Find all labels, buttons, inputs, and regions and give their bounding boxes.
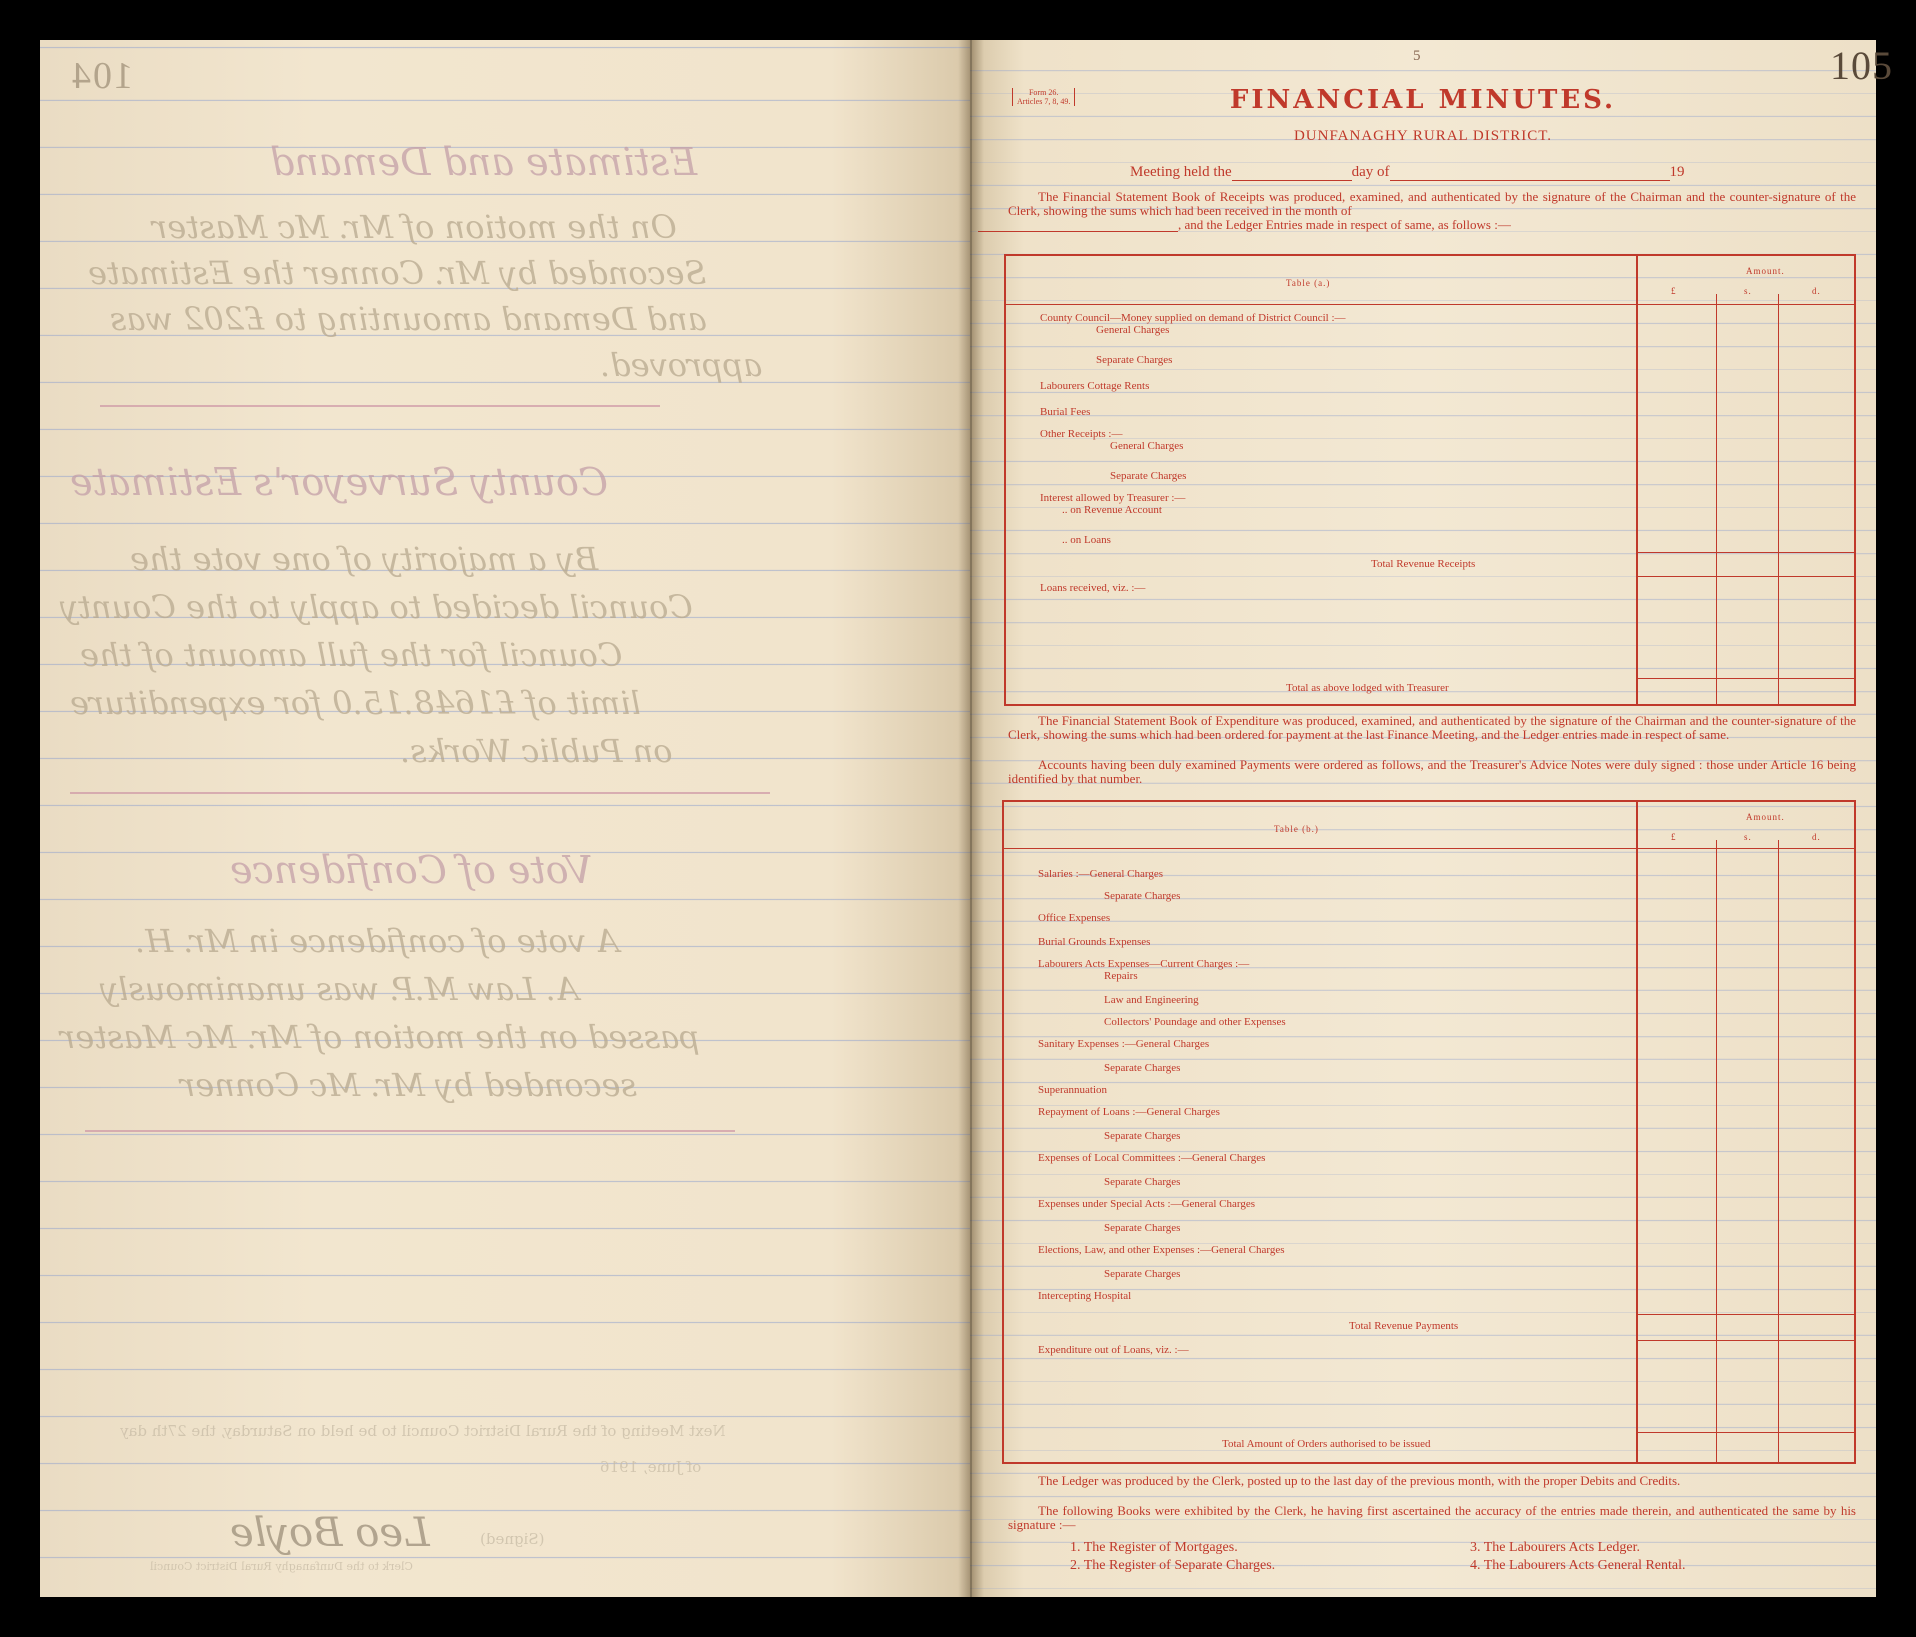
books-paragraph: The following Books were exhibited by the Clerk, he having first ascertained the accuracy of the entries made therein, and authenticated the same by his signature :— bbox=[1008, 1503, 1856, 1532]
clerk-title: Clerk to the Dunfanaghy Rural District Council bbox=[150, 1560, 413, 1573]
row-total-revenue-receipts: Total Revenue Receipts bbox=[1371, 558, 1476, 570]
row-elections: Elections, Law, and other Expenses :—General Charges bbox=[1038, 1244, 1285, 1256]
row-labourers-rents: Labourers Cottage Rents bbox=[1040, 380, 1150, 392]
para2-line2: Council decided to apply to the County bbox=[60, 588, 693, 626]
receipts-text-end: , and the Ledger Entries made in respect of same, as follows :— bbox=[1178, 217, 1511, 232]
right-page bbox=[970, 40, 1893, 1597]
ledger-book bbox=[40, 40, 1893, 1597]
row-special-acts: Expenses under Special Acts :—General Charges bbox=[1038, 1198, 1255, 1210]
row-salaries: Salaries :—General Charges bbox=[1038, 868, 1164, 880]
row-law-engineering: Law and Engineering bbox=[1104, 994, 1199, 1006]
row-total-lodged: Total as above lodged with Treasurer bbox=[1286, 682, 1449, 694]
meeting-prefix: Meeting held the bbox=[1130, 164, 1232, 180]
right-page-number: 105 bbox=[1830, 43, 1893, 88]
form-number: Form 26. bbox=[1028, 88, 1059, 97]
para3-line3: passed on the motion of Mr. Mc Master bbox=[60, 1018, 700, 1056]
meeting-year: 19 bbox=[1669, 164, 1685, 180]
para3-line2: A. Law M.P. was unanimously bbox=[100, 970, 579, 1008]
meeting-day-blank bbox=[1232, 180, 1352, 181]
heading-estimate-demand: Estimate and Demand bbox=[270, 140, 698, 184]
row-loans-received: Loans received, viz. :— bbox=[1040, 582, 1146, 594]
row-separate-charges: Separate Charges bbox=[1104, 1222, 1181, 1234]
row-loans: .. on Loans bbox=[1062, 534, 1111, 546]
pounds-col: £ bbox=[1671, 286, 1677, 296]
row-sanitary-expenses: Sanitary Expenses :—General Charges bbox=[1038, 1038, 1210, 1050]
row-separate-charges: Separate Charges bbox=[1096, 354, 1173, 366]
left-page-number: 104 bbox=[70, 55, 133, 97]
para1-line1: On the motion of Mr. Mc Master bbox=[152, 208, 677, 246]
form-articles: Articles 7, 8, 49. bbox=[1017, 97, 1071, 106]
meeting-day-label: day of bbox=[1351, 164, 1390, 180]
row-labourers-acts: Labourers Acts Expenses—Current Charges :— bbox=[1038, 958, 1250, 970]
book-item-4: 4. The Labourers Acts General Rental. bbox=[1470, 1558, 1686, 1573]
para1-line3: and Demand amounting to £202 was bbox=[110, 300, 707, 338]
shillings-col: s. bbox=[1744, 286, 1752, 296]
row-intercepting-hospital: Intercepting Hospital bbox=[1038, 1290, 1132, 1302]
row-separate-charges: Separate Charges bbox=[1104, 1062, 1181, 1074]
book-item-2: 2. The Register of Separate Charges. bbox=[1070, 1558, 1276, 1573]
table-a-title: Table (a.) bbox=[1286, 278, 1331, 288]
row-burial-grounds: Burial Grounds Expenses bbox=[1038, 936, 1151, 948]
receipts-paragraph bbox=[1008, 190, 1856, 232]
section-divider bbox=[100, 405, 660, 407]
row-total-revenue-payments: Total Revenue Payments bbox=[1349, 1320, 1459, 1332]
row-local-committees: Expenses of Local Committees :—General Charges bbox=[1038, 1152, 1266, 1164]
row-office-expenses: Office Expenses bbox=[1038, 912, 1111, 924]
book-spine-gutter bbox=[958, 40, 984, 1597]
para2-line5: on Public Works. bbox=[400, 732, 673, 770]
row-other-receipts: Other Receipts :— bbox=[1040, 428, 1123, 440]
row-separate-charges: Separate Charges bbox=[1104, 1176, 1181, 1188]
book-item-3: 3. The Labourers Acts Ledger. bbox=[1470, 1540, 1641, 1555]
row-interest: Interest allowed by Treasurer :— bbox=[1040, 492, 1186, 504]
para2-line4: limit of £1648.15.0 for expenditure bbox=[70, 684, 641, 722]
para1-line4: approved. bbox=[600, 346, 763, 384]
pence-col: d. bbox=[1812, 832, 1821, 842]
row-revenue-account: .. on Revenue Account bbox=[1062, 504, 1162, 516]
amount-label: Amount. bbox=[1746, 812, 1785, 822]
row-total-orders: Total Amount of Orders authorised to be issued bbox=[1222, 1438, 1431, 1450]
heading-vote-confidence: Vote of Confidence bbox=[230, 848, 593, 892]
meeting-month-blank bbox=[1390, 180, 1670, 181]
signed-label: (Signed) bbox=[480, 1530, 545, 1548]
row-separate-charges: Separate Charges bbox=[1110, 470, 1187, 482]
row-expenditure-loans: Expenditure out of Loans, viz. :— bbox=[1038, 1344, 1189, 1356]
book-item-1: 1. The Register of Mortgages. bbox=[1070, 1540, 1238, 1555]
left-page bbox=[40, 40, 970, 1597]
row-county-council: County Council—Money supplied on demand of District Council :— bbox=[1040, 312, 1346, 324]
row-general-charges: General Charges bbox=[1110, 440, 1184, 452]
accounts-paragraph: Accounts having been duly examined Payments were ordered as follows, and the Treasurer's Advice Notes were duly signed : those under Article 16 being identified by that number. bbox=[1008, 757, 1856, 786]
receipts-text: The Financial Statement Book of Receipts was produced, examined, and authenticated by the signature of the Chairman and the counter-signature of the Clerk, showing the sums which had been received in the month of bbox=[1008, 189, 1856, 218]
row-superannuation: Superannuation bbox=[1038, 1084, 1108, 1096]
para1-line2: Seconded by Mr. Conner the Estimate bbox=[88, 254, 707, 292]
row-collectors-poundage: Collectors' Poundage and other Expenses bbox=[1104, 1016, 1286, 1028]
table-b bbox=[1002, 800, 1856, 1464]
para3-line1: A vote of confidence in Mr. H. bbox=[135, 922, 620, 960]
row-repairs: Repairs bbox=[1104, 970, 1138, 982]
shillings-col: s. bbox=[1744, 832, 1752, 842]
row-separate-charges: Separate Charges bbox=[1104, 1268, 1181, 1280]
row-separate-charges: Separate Charges bbox=[1104, 1130, 1181, 1142]
row-burial-fees: Burial Fees bbox=[1040, 406, 1091, 418]
para2-line1: By a majority of one vote the bbox=[130, 540, 599, 578]
row-general-charges: General Charges bbox=[1096, 324, 1170, 336]
pence-col: d. bbox=[1812, 286, 1821, 296]
para3-line4: seconded by Mr. Mc Conner bbox=[180, 1066, 637, 1104]
row-separate-charges: Separate Charges bbox=[1104, 890, 1181, 902]
clerk-signature: Leo Boyle bbox=[230, 1510, 430, 1556]
section-divider bbox=[70, 792, 770, 794]
table-a bbox=[1004, 254, 1856, 706]
next-meeting-line1: Next Meeting of the Rural District Council to be held on Saturday, the 27th day bbox=[120, 1422, 726, 1440]
para2-line3: Council for the full amount of the bbox=[80, 636, 623, 674]
meeting-line bbox=[1130, 164, 1685, 181]
heading-county-surveyor: County Surveyor's Estimate bbox=[70, 460, 608, 504]
expenditure-paragraph: The Financial Statement Book of Expenditure was produced, examined, and authenticated by the signature of the Chairman and the counter-signature of the Clerk, showing the sums which had been ordered for payment at the last Finance Meeting, and the Ledger entries made in respect of same. bbox=[1008, 713, 1856, 742]
table-b-title: Table (b.) bbox=[1274, 824, 1319, 834]
pounds-col: £ bbox=[1671, 832, 1677, 842]
row-repayment-loans: Repayment of Loans :—General Charges bbox=[1038, 1106, 1220, 1118]
ledger-paragraph: The Ledger was produced by the Clerk, posted up to the last day of the previous month, with the proper Debits and Credits. bbox=[1038, 1473, 1681, 1488]
page-subtitle: DUNFANAGHY RURAL DISTRICT. bbox=[1293, 128, 1553, 144]
small-page-mark: 5 bbox=[1413, 48, 1421, 64]
next-meeting-line2: of June, 1916 bbox=[600, 1458, 702, 1476]
section-divider bbox=[85, 1130, 735, 1132]
receipts-month-blank bbox=[978, 231, 1178, 232]
amount-label: Amount. bbox=[1746, 266, 1785, 276]
page-title: FINANCIAL MINUTES. bbox=[1229, 85, 1617, 115]
